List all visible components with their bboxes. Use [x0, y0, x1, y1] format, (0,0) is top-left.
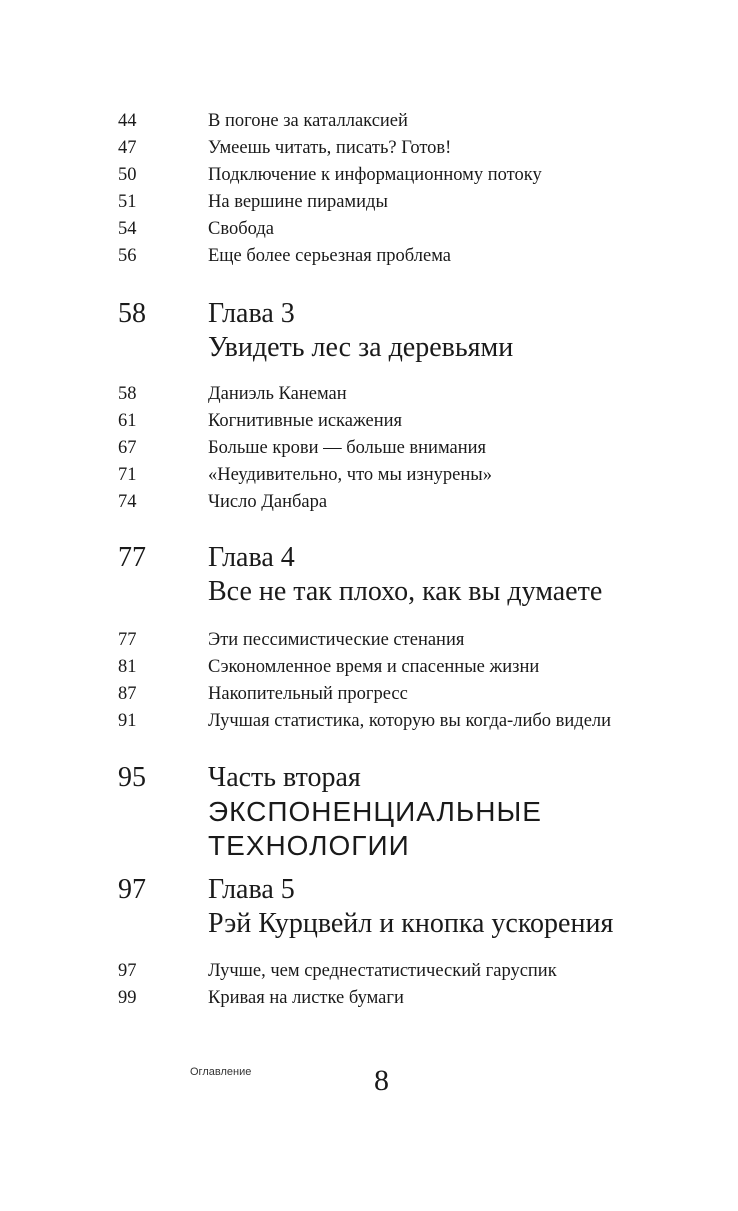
toc-part-heading — [208, 761, 542, 863]
toc-chapter-page-number: 77 — [118, 542, 146, 573]
toc-chapter-page-number: 97 — [118, 874, 146, 905]
toc-part-title-line-1: ЭКСПОНЕНЦИАЛЬНЫЕ — [208, 796, 542, 827]
toc-section-title: Когнитивные искажения — [208, 411, 403, 431]
toc-page-number: 77 — [118, 630, 137, 650]
toc-chapter-label: Глава 4 — [208, 542, 295, 573]
toc-section-title: Подключение к информационному потоку — [208, 165, 542, 185]
toc-section-title: Накопительный прогресс — [208, 684, 408, 704]
toc-page-number: 61 — [118, 411, 137, 431]
toc-page-number: 51 — [118, 192, 137, 212]
toc-page-number: 47 — [118, 138, 137, 158]
toc-chapter-label: Глава 5 — [208, 874, 295, 905]
toc-section-title: Сэкономленное время и спасенные жизни — [208, 657, 540, 677]
toc-page-number: 87 — [118, 684, 137, 704]
toc-page-number: 67 — [118, 438, 137, 458]
toc-part-page-number: 95 — [118, 762, 146, 793]
toc-page-number: 58 — [118, 384, 137, 404]
toc-page-number: 91 — [118, 711, 137, 731]
toc-chapter-label: Глава 3 — [208, 298, 295, 329]
toc-chapter-heading — [208, 541, 602, 609]
toc-section-title: «Неудивительно, что мы изнурены» — [208, 465, 492, 485]
toc-page-number: 44 — [118, 111, 137, 131]
toc-section-title: В погоне за каталлаксией — [208, 111, 408, 131]
toc-section-title: Лучшая статистика, которую вы когда-либо видели — [208, 711, 612, 731]
toc-page-number: 56 — [118, 246, 137, 266]
page-number: 8 — [374, 1064, 389, 1097]
toc-section-title: Умеешь читать, писать? Готов! — [208, 138, 452, 158]
toc-page-number: 97 — [118, 961, 137, 981]
toc-section-title: Лучше, чем среднестатистический гаруспик — [208, 961, 557, 981]
toc-section-title: Эти пессимистические стенания — [208, 630, 465, 650]
toc-page-number: 54 — [118, 219, 137, 239]
toc-chapter-page-number: 58 — [118, 298, 146, 329]
toc-chapter-heading — [208, 873, 613, 941]
toc-part-title-line-2: ТЕХНОЛОГИИ — [208, 830, 410, 861]
toc-page-number: 99 — [118, 988, 137, 1008]
toc-section-title: На вершине пирамиды — [208, 192, 388, 212]
toc-chapter-title: Все не так плохо, как вы думаете — [208, 576, 603, 607]
toc-page-number: 81 — [118, 657, 137, 677]
toc-chapter-title: Рэй Курцвейл и кнопка ускорения — [208, 908, 614, 939]
toc-section-title: Даниэль Канеман — [208, 384, 347, 404]
toc-section-title: Еще более серьезная проблема — [208, 246, 451, 266]
toc-section-title: Больше крови — больше внимания — [208, 438, 487, 458]
toc-chapter-title: Увидеть лес за деревьями — [208, 332, 514, 363]
toc-part-label: Часть вторая — [208, 762, 361, 793]
toc-section-title: Число Данбара — [208, 492, 328, 512]
running-footer-label: Оглавление — [190, 1066, 252, 1078]
toc-page-number: 74 — [118, 492, 137, 512]
toc-page-number: 71 — [118, 465, 137, 485]
toc-section-title: Свобода — [208, 219, 274, 239]
toc-section-title: Кривая на листке бумаги — [208, 988, 404, 1008]
toc-page-number: 50 — [118, 165, 137, 185]
toc-chapter-heading — [208, 297, 513, 365]
